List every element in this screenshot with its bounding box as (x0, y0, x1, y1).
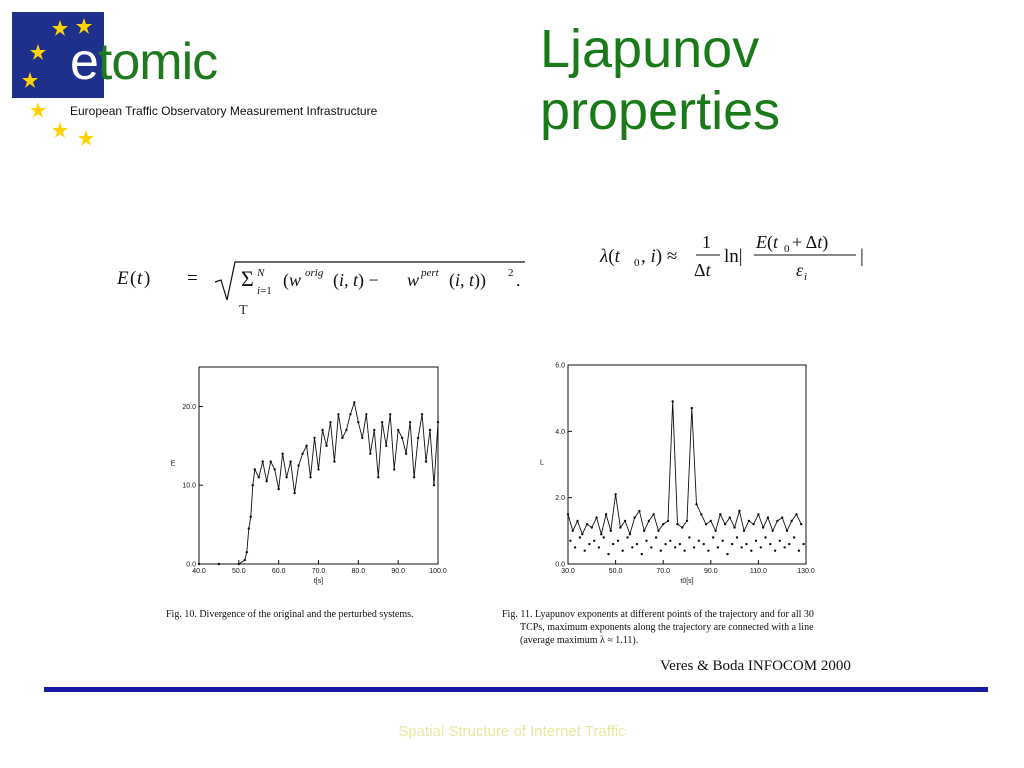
data-point (776, 520, 778, 522)
slide-title (540, 18, 870, 142)
data-point (401, 437, 403, 439)
data-point (672, 400, 674, 402)
data-point (660, 550, 662, 552)
data-point (593, 540, 595, 542)
data-point (421, 413, 423, 415)
data-point (772, 530, 774, 532)
data-point (289, 460, 291, 462)
data-point (760, 546, 762, 548)
logo-tagline: European Traffic Observatory Measurement Infrastructure (70, 104, 378, 118)
data-point (669, 540, 671, 542)
data-point (266, 480, 268, 482)
data-point (305, 445, 307, 447)
svg-text:(i, t)): (i, t)) (449, 270, 487, 290)
svg-text:0: 0 (784, 243, 790, 255)
data-point (693, 546, 695, 548)
data-point (598, 546, 600, 548)
data-point (683, 550, 685, 552)
data-point (278, 488, 280, 490)
data-point (703, 543, 705, 545)
data-point (262, 460, 264, 462)
data-point (345, 429, 347, 431)
data-point (733, 526, 735, 528)
y-tick-label: 2.0 (555, 495, 565, 503)
data-point (638, 510, 640, 512)
svg-text:i=1: i=1 (257, 285, 272, 297)
data-point (572, 530, 574, 532)
data-point (629, 533, 631, 535)
data-point (258, 476, 260, 478)
data-point (274, 468, 276, 470)
data-point (781, 516, 783, 518)
data-point (353, 401, 355, 403)
data-point (238, 563, 240, 565)
svg-text:N: N (257, 267, 265, 279)
data-point (798, 550, 800, 552)
data-point (369, 453, 371, 455)
data-point (405, 453, 407, 455)
data-point (764, 536, 766, 538)
title-line-1: Ljapunov (540, 19, 760, 79)
data-point (767, 516, 769, 518)
data-point (745, 543, 747, 545)
data-point (433, 484, 435, 486)
svg-text:0: 0 (634, 257, 640, 269)
data-point (729, 516, 731, 518)
data-point (653, 513, 655, 515)
data-point (731, 543, 733, 545)
data-point (252, 484, 254, 486)
data-point (429, 429, 431, 431)
data-point (688, 536, 690, 538)
data-point (357, 421, 359, 423)
data-point (329, 421, 331, 423)
data-point (246, 551, 248, 553)
data-point (569, 540, 571, 542)
data-point (301, 453, 303, 455)
svg-text:E: E (117, 268, 129, 289)
x-tick-label: 100.0 (429, 568, 447, 575)
data-point (595, 516, 597, 518)
data-point (437, 421, 439, 423)
data-point (791, 520, 793, 522)
fig10-caption: Fig. 10. Divergence of the original and the perturbed systems. (166, 609, 414, 620)
data-point (736, 536, 738, 538)
data-point (622, 550, 624, 552)
data-point (707, 550, 709, 552)
data-point (710, 520, 712, 522)
lyapunov-chart (528, 355, 818, 600)
data-point (603, 536, 605, 538)
data-point (645, 540, 647, 542)
x-tick-label: 50.0 (608, 568, 623, 575)
y-axis-label: E (170, 460, 176, 468)
x-tick-label: 130.0 (797, 568, 815, 575)
svg-text:): ) (144, 268, 151, 289)
data-point (795, 513, 797, 515)
lyapunov-chart-svg (528, 355, 818, 595)
data-point (612, 543, 614, 545)
svg-text:ln|: ln| (724, 246, 743, 267)
data-point (614, 493, 616, 495)
data-point (309, 476, 311, 478)
data-point (325, 445, 327, 447)
svg-text:|: | (860, 246, 864, 267)
svg-text:1: 1 (702, 232, 711, 252)
data-point (244, 559, 246, 561)
data-point (779, 540, 781, 542)
data-point (581, 533, 583, 535)
lyapunov-formula (598, 228, 878, 288)
data-point (631, 546, 633, 548)
data-point (425, 460, 427, 462)
svg-text:(i, t) −: (i, t) − (333, 270, 379, 290)
data-point (717, 546, 719, 548)
data-point (636, 543, 638, 545)
data-point (650, 546, 652, 548)
data-point (341, 437, 343, 439)
data-point (248, 527, 250, 529)
logo-wordmark: etomic (70, 33, 218, 91)
data-point (254, 468, 256, 470)
data-point (783, 546, 785, 548)
citation: Veres & Boda INFOCOM 2000 (660, 658, 851, 674)
data-point (674, 546, 676, 548)
data-point (619, 526, 621, 528)
data-point (714, 530, 716, 532)
svg-text:ε: ε (796, 260, 804, 280)
data-point (786, 530, 788, 532)
data-point (743, 530, 745, 532)
divergence-chart (160, 355, 450, 600)
data-point (218, 563, 220, 565)
svg-text:Δt: Δt (694, 260, 711, 280)
data-point (591, 526, 593, 528)
data-point (800, 523, 802, 525)
data-point (700, 513, 702, 515)
x-tick-label: 70.0 (311, 568, 326, 575)
data-point (741, 546, 743, 548)
y-tick-label: 6.0 (555, 362, 565, 370)
data-point (655, 536, 657, 538)
fig11-caption-line-3: (average maximum λ ≈ 1.11). (520, 635, 639, 646)
data-point (361, 437, 363, 439)
x-tick-label: 80.0 (351, 568, 366, 575)
data-point (641, 553, 643, 555)
data-point (579, 536, 581, 538)
svg-text:λ(t: λ(t (600, 246, 620, 267)
divergence-formula (115, 252, 535, 318)
data-point (774, 550, 776, 552)
data-point (722, 540, 724, 542)
data-point (297, 464, 299, 466)
data-point (686, 520, 688, 522)
data-point (748, 520, 750, 522)
data-point (377, 476, 379, 478)
data-point (397, 429, 399, 431)
y-tick-label: 20.0 (182, 403, 196, 411)
data-point (574, 546, 576, 548)
data-point (610, 530, 612, 532)
data-point (617, 540, 619, 542)
svg-text:T: T (239, 303, 248, 318)
data-point (393, 468, 395, 470)
fig11-caption-line-2: TCPs, maximum exponents along the trajectory are connected with a line (520, 622, 814, 633)
x-tick-label: 30.0 (561, 568, 575, 575)
svg-text:i: i (804, 271, 808, 283)
data-point (381, 421, 383, 423)
data-point (769, 543, 771, 545)
data-point (605, 513, 607, 515)
y-tick-label: 4.0 (555, 428, 565, 436)
divergence-formula-graphic (115, 252, 535, 318)
x-tick-label: 90.0 (391, 568, 405, 575)
data-point (337, 413, 339, 415)
data-point (755, 540, 757, 542)
svg-text:+ Δt): + Δt) (792, 232, 829, 252)
data-point (624, 520, 626, 522)
data-point (633, 516, 635, 518)
data-point (317, 468, 319, 470)
data-point (698, 540, 700, 542)
series-line (568, 402, 801, 535)
data-point (793, 536, 795, 538)
data-point (757, 513, 759, 515)
x-tick-label: 110.0 (749, 568, 767, 575)
data-point (657, 530, 659, 532)
svg-text:t: t (137, 268, 143, 289)
x-axis-label: t0[s] (680, 578, 694, 585)
data-point (373, 429, 375, 431)
data-point (750, 550, 752, 552)
footer-rule (44, 687, 988, 692)
svg-text:, i) ≈: , i) ≈ (641, 246, 678, 267)
data-point (712, 536, 714, 538)
data-point (417, 437, 419, 439)
data-point (607, 553, 609, 555)
data-point (285, 476, 287, 478)
data-point (389, 413, 391, 415)
fig11-caption-line-1: Fig. 11. Lyapunov exponents at different points of the trajectory and for all 30 (502, 609, 814, 620)
data-point (313, 437, 315, 439)
data-point (738, 510, 740, 512)
data-point (679, 543, 681, 545)
data-point (664, 543, 666, 545)
data-point (365, 413, 367, 415)
svg-text:pert: pert (421, 267, 439, 279)
x-tick-label: 70.0 (656, 568, 671, 575)
divergence-chart-svg (160, 355, 450, 595)
data-point (413, 476, 415, 478)
data-point (695, 503, 697, 505)
y-tick-label: 0.0 (555, 561, 565, 569)
data-point (648, 520, 650, 522)
data-point (676, 523, 678, 525)
svg-text:E(t: E(t (756, 232, 779, 252)
title-line-2: properties (540, 81, 781, 141)
data-point (600, 533, 602, 535)
data-point (726, 553, 728, 555)
data-point (293, 492, 295, 494)
svg-text:2: 2 (508, 267, 514, 279)
series-line (199, 403, 438, 565)
data-point (250, 516, 252, 518)
y-tick-label: 10.0 (182, 482, 196, 490)
data-point (576, 520, 578, 522)
data-point (321, 429, 323, 431)
data-point (705, 523, 707, 525)
x-tick-label: 90.0 (703, 568, 718, 575)
etomic-logo (12, 12, 392, 152)
data-point (270, 460, 272, 462)
data-point (567, 513, 569, 515)
svg-text:.: . (516, 270, 521, 290)
data-point (626, 536, 628, 538)
x-tick-label: 60.0 (271, 568, 286, 575)
data-point (667, 520, 669, 522)
data-point (662, 523, 664, 525)
data-point (409, 421, 411, 423)
svg-text:orig: orig (305, 267, 324, 279)
data-point (802, 543, 804, 545)
svg-text:=: = (187, 268, 198, 289)
svg-text:(: ( (130, 268, 137, 289)
x-tick-label: 50.0 (232, 568, 246, 575)
data-point (584, 550, 586, 552)
lyapunov-formula-graphic (598, 228, 878, 288)
data-point (588, 543, 590, 545)
data-point (788, 543, 790, 545)
y-axis-label: L (540, 459, 544, 467)
data-point (198, 563, 200, 565)
x-axis-label: t[s] (313, 578, 324, 585)
x-tick-label: 40.0 (192, 568, 206, 575)
data-point (586, 523, 588, 525)
data-point (643, 530, 645, 532)
data-point (333, 460, 335, 462)
fig11-caption (502, 608, 872, 647)
data-point (681, 526, 683, 528)
data-point (762, 526, 764, 528)
svg-text:(w: (w (283, 270, 302, 290)
plot-frame (568, 365, 806, 564)
svg-text:Σ: Σ (241, 266, 254, 291)
data-point (691, 407, 693, 409)
data-point (719, 513, 721, 515)
svg-text:w: w (407, 270, 420, 290)
data-point (349, 413, 351, 415)
data-point (724, 523, 726, 525)
footer-text: Spatial Structure of Internet Traffic (398, 723, 626, 740)
data-point (385, 445, 387, 447)
y-tick-label: 0.0 (186, 561, 196, 569)
data-point (752, 523, 754, 525)
data-point (281, 453, 283, 455)
